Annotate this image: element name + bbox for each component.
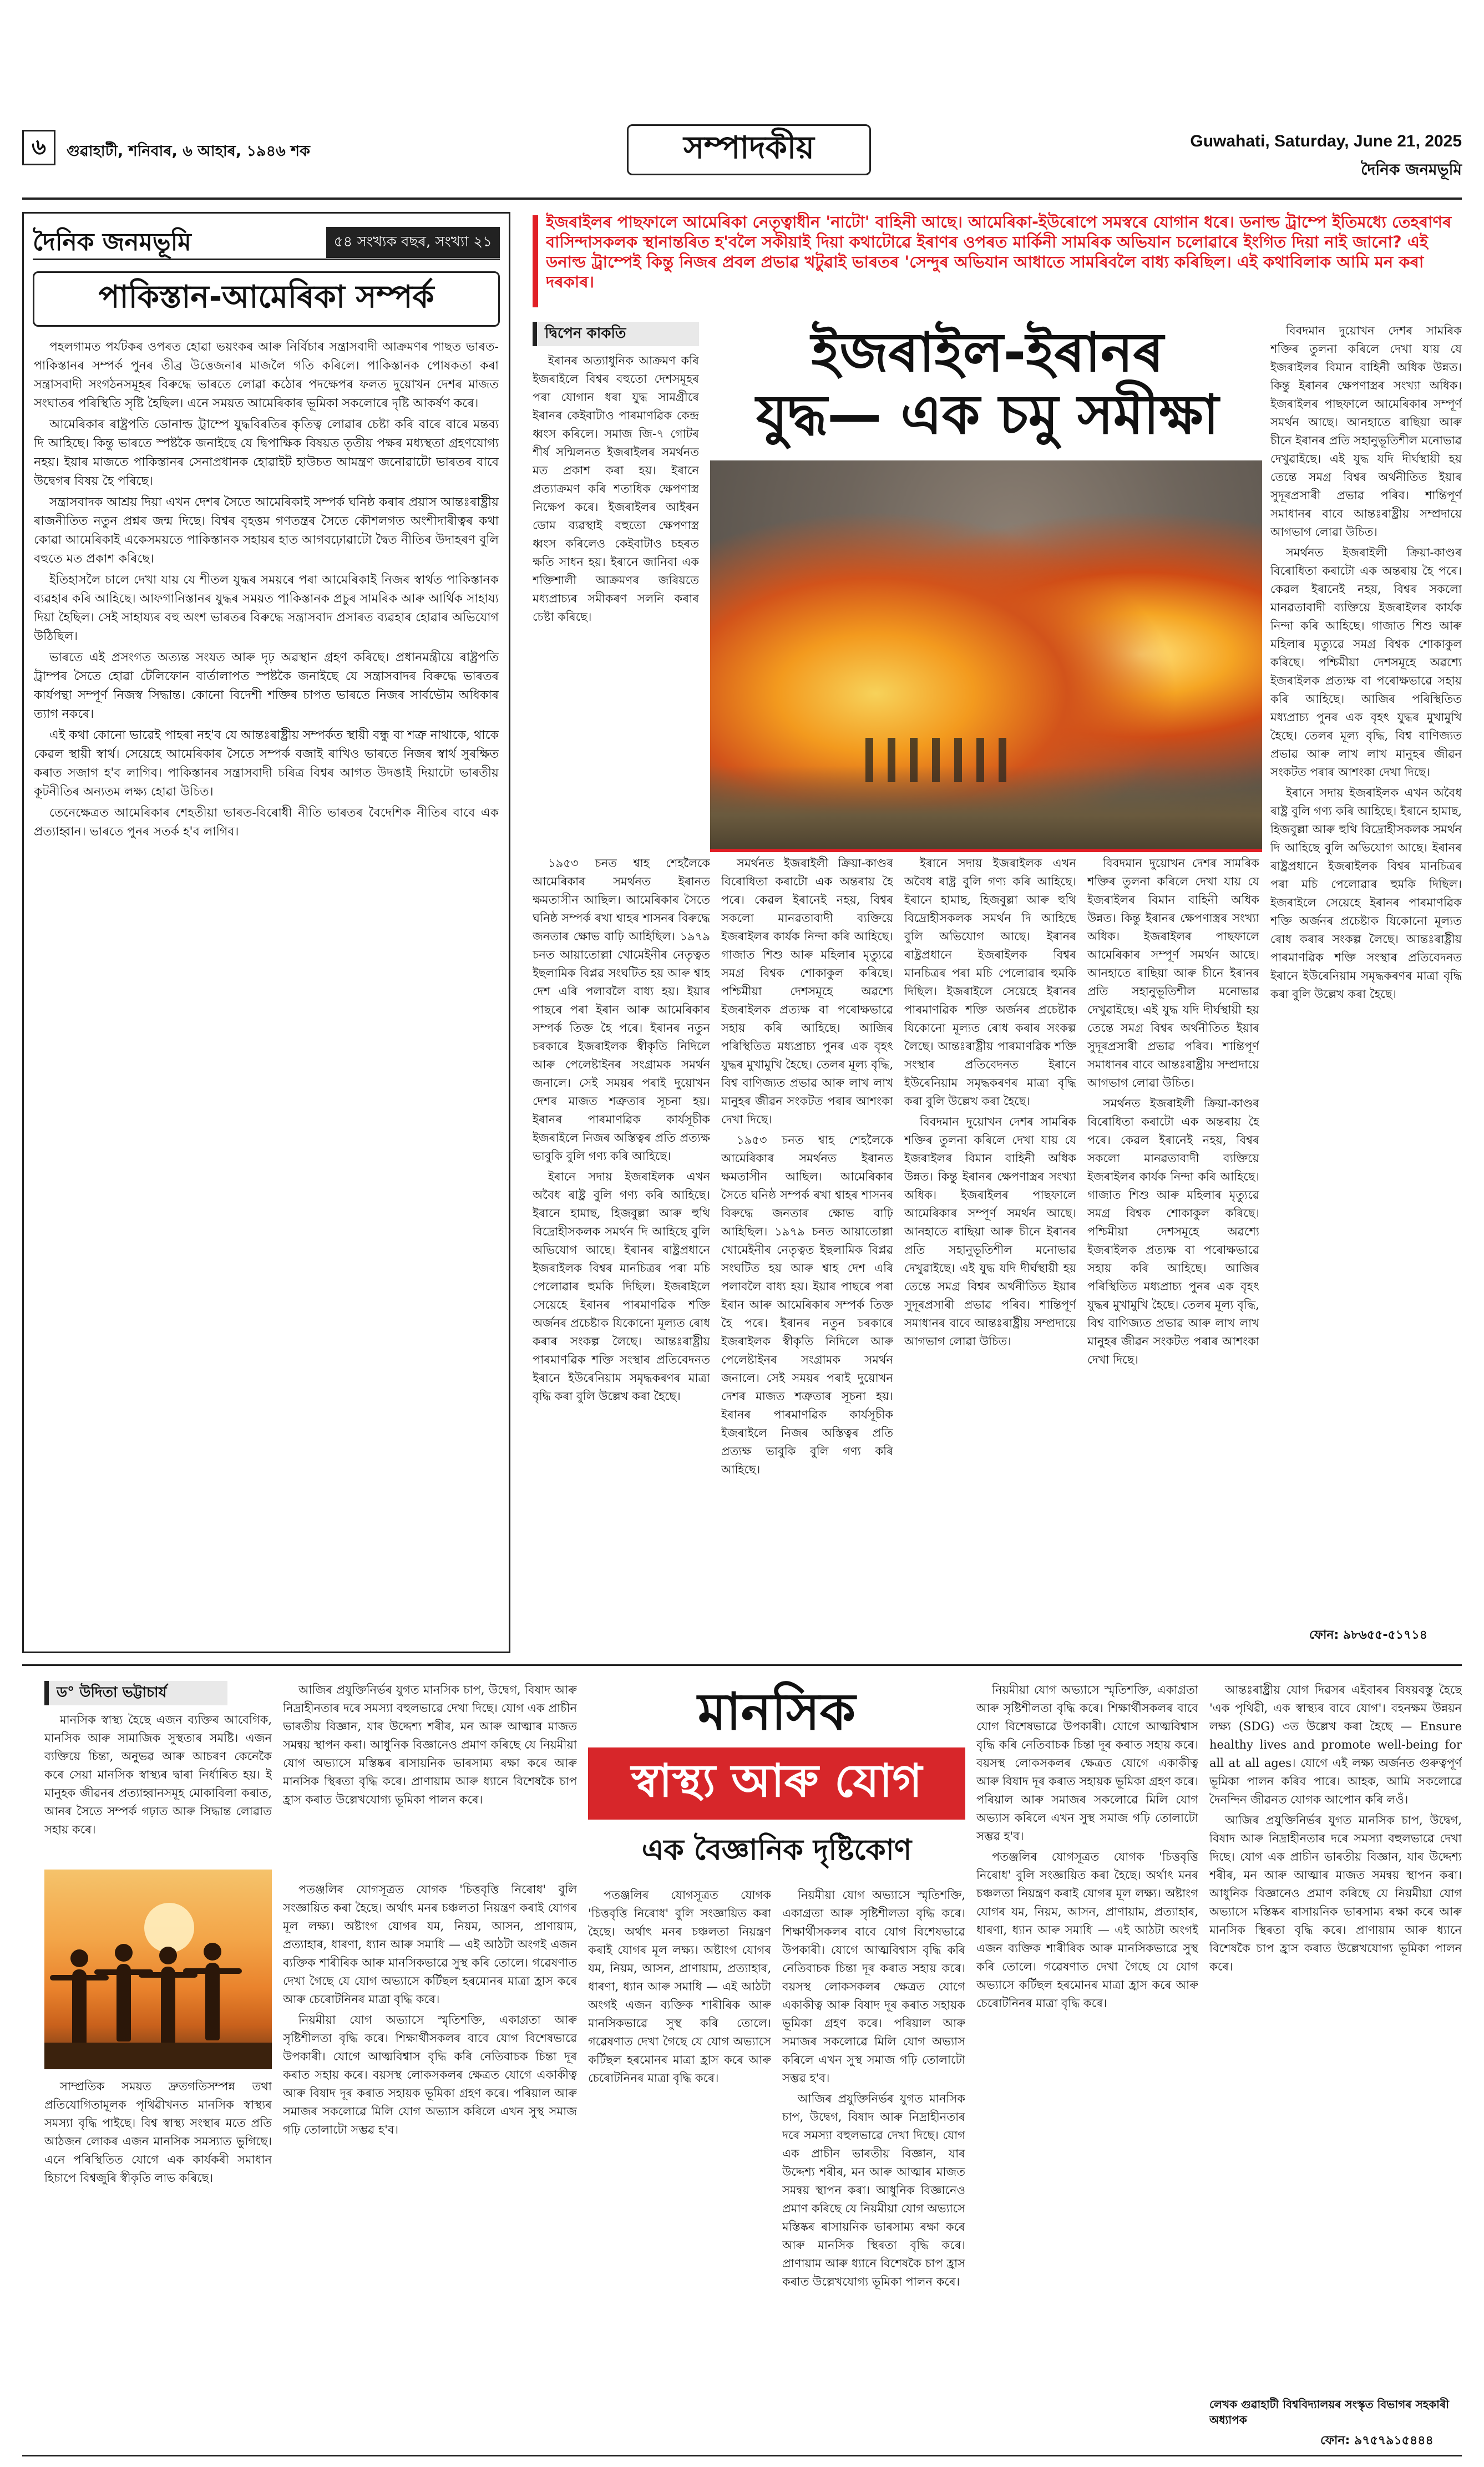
feature-col1-text-b: ইৰানে সদায় ইজৰাইলক এখন অবৈধ ৰাষ্ট্ৰ বুলি গণ্য কৰি আহিছে। ইৰানে হামাছ, হিজবুল্লা আৰু হুথি বিদ্ৰোহীসকলক সমৰ্থন দি আহিছে বুলি অভিযোগ আছে। ইৰানৰ ৰাষ্ট্ৰপ্ৰধানে ইজৰাইলক বিশ্বৰ মানচিত্ৰৰ পৰা মচি পেলোৱাৰ হুমকি দিছিল। ইজৰাইলে সেয়েহে ইৰানৰ পাৰমাণৱিক শক্তি অৰ্জনৰ প্ৰচেষ্টাক যিকোনো মূল্যত ৰোধ কৰাৰ সংকল্প লৈছে। আন্তঃৰাষ্ট্ৰীয় পাৰমাণৱিক শক্তি সংস্থাৰ প্ৰতিবেদনত ইৰানে ইউৰেনিয়াম সমৃদ্ধকৰণৰ মাত্ৰা বৃদ্ধি কৰা বুলি উল্লেখ কৰা হৈছে। — [533, 1170, 710, 1403]
feature-author-bar — [533, 322, 699, 346]
bottom-column-2 — [588, 1886, 771, 2446]
editorial-paragraph: ইতিহাসলৈ চালে দেখা যায় যে শীতল যুদ্ধৰ সময়ৰে পৰা আমেৰিকাই নিজৰ স্বাৰ্থত পাকিস্তানক ব্যৱহাৰ কৰি আহিছে। আফগানিস্তানৰ যুদ্ধৰ সময়ত পাকিস্তানক প্ৰচুৰ সামৰিক আৰু আৰ্থিক সাহায্য দিয়া হৈছিল। সেই সাহায্যৰ বহু অংশ ভাৰতৰ বিৰুদ্ধে সন্ত্ৰাসবাদ প্ৰসাৰত ব্যৱহাৰ হোৱাৰ অভিযোগ উঠিছিল। — [34, 573, 499, 644]
page-number-box — [22, 130, 55, 165]
header-date-assamese: গুৱাহাটী, শনিবাৰ, ৬ আহাৰ, ১৯৪৬ শক — [67, 143, 310, 160]
photo-soldier-silhouettes — [865, 738, 1010, 782]
feature-column-4 — [1270, 322, 1462, 1620]
yoga-figure — [205, 1963, 220, 2040]
feature-column-3b — [1087, 854, 1259, 1620]
editorial-paragraph: ভাৰতে এই প্ৰসংগত অত্যন্ত সংযত আৰু দৃঢ় অৱস্থান গ্ৰহণ কৰিছে। প্ৰধানমন্ত্ৰীয়ে ৰাষ্ট্ৰপতি ট্ৰাম্পৰ সৈতে হোৱা টেলিফোন বাৰ্তালাপত স্পষ্টকৈ জনাইছে যে সন্ত্ৰাসবাদৰ বিৰুদ্ধে ভাৰতৰ কাৰ্যপন্থা সম্পূৰ্ণ নিজস্ব সিদ্ধান্ত। কোনো বিদেশী শক্তিৰ চাপত ভাৰতে নিজৰ সাৰ্বভৌম অধিকাৰ ত্যাগ নকৰে। — [34, 651, 499, 721]
masthead-volume: ৫৪ সংখ্যক বছৰ, সংখ্যা ২১ — [326, 227, 500, 258]
bottom-column-3 — [782, 1886, 965, 2446]
feature-col3b-text-b: সমৰ্থনত ইজৰাইলী ক্ৰিয়া-কাণ্ডৰ বিৰোধিতা কৰাটো এক অন্তৰায় হৈ পৰে। কেৱল ইৰানেই নহয়, বিশ্বৰ সকলো মানৱতাবাদী ব্যক্তিয়ে ইজৰাইলৰ কাৰ্যক নিন্দা কৰি আহিছে। গাজাত শিশু আৰু মহিলাৰ মৃত্যুৱে সমগ্ৰ বিশ্বক শোকাকুল কৰিছে। পশ্চিমীয়া দেশসমূহে অৱশ্যে ইজৰাইলক প্ৰত্যক্ষ বা পৰোক্ষভাৱে সহায় কৰি আহিছে। আজিৰ পৰিস্থিতিত মধ্যপ্ৰাচ্য পুনৰ এক বৃহৎ যুদ্ধৰ মুখামুখি হৈছে। তেলৰ মূল্য বৃদ্ধি, বিশ্ব বাণিজ্যত প্ৰভাৱ আৰু লাখ লাখ মানুহৰ জীৱন সংকটত পৰাৰ আশংকা দেখা দিছে। — [1087, 1097, 1259, 1366]
header-rule — [22, 197, 1462, 200]
feature-title-line2: যুদ্ধ— এক চমু সমীক্ষা — [756, 383, 1219, 447]
bottom-column-1 — [283, 1681, 577, 1872]
editorial-title-box — [33, 271, 500, 327]
bottom-col4-text: আন্তঃৰাষ্ট্ৰীয় যোগ দিৱসৰ এইবাৰৰ বিষয়বস্তু হৈছে 'এক পৃথিৱী, এক স্বাস্থ্যৰ বাবে যোগ'। বহনক্ষম উন্নয়ন লক্ষ্য (SDG) ৩ত উল্লেখ কৰা হৈছে — Ensure healthy lives and promote well-being for all at all ages। যোগে এই লক্ষ্য অৰ্জনত গুৰুত্বপূৰ্ণ ভূমিকা পালন কৰিব পাৰে। আহক, আমি সকলোৱে দৈনন্দিন জীৱনত যোগক আপোন কৰি লওঁ। — [1209, 1683, 1462, 1806]
bottom-col1b-text: পতঞ্জলিৰ যোগসূত্ৰত যোগক 'চিত্তবৃত্তি নিৰোধ' বুলি সংজ্ঞায়িত কৰা হৈছে। অৰ্থাৎ মনৰ চঞ্চলতা নিয়ন্ত্ৰণ কৰাই যোগৰ মূল লক্ষ্য। অষ্টাংগ যোগৰ যম, নিয়ম, আসন, প্ৰাণায়াম, প্ৰত্যাহাৰ, ধাৰণা, ধ্যান আৰু সমাধি — এই আঠটা অংগই এজন ব্যক্তিক শাৰীৰিক আৰু মানসিকভাৱে সুস্থ কৰি তোলে। গৱেষণাত দেখা গৈছে যে যোগ অভ্যাসে কৰ্টিছল হৰমোনৰ মাত্ৰা হ্ৰাস কৰে আৰু চেৰোটনিনৰ মাত্ৰা বৃদ্ধি কৰে। — [283, 1883, 577, 2006]
editorial-paragraph: আমেৰিকাৰ ৰাষ্ট্ৰপতি ডোনাল্ড ট্ৰাম্পে যুদ্ধবিৰতিৰ কৃতিত্ব লোৱাৰ চেষ্টা কৰি বাৰে বাৰে মন্তব্য দি আহিছে। কিন্তু ভাৰতে স্পষ্টকৈ জনাইছে যে দ্বিপাক্ষিক বিষয়ত তৃতীয় পক্ষৰ মধ্যস্থতা গ্ৰহণযোগ্য নহয়। ইয়াৰ মাজতে পাকিস্তানৰ সেনাপ্ৰধানক হোৱাইট হাউচত আমন্ত্ৰণ জনোৱাটো ভাৰতৰ বাবে উদ্বেগৰ বিষয় হৈ পৰিছে। — [34, 418, 499, 488]
editorial-paragraph: পহলগামত পৰ্যটকৰ ওপৰত হোৱা ভয়ংকৰ আৰু নিৰ্বিচাৰ সন্ত্ৰাসবাদী আক্ৰমণৰ পাছত ভাৰত-পাকিস্তানৰ সম্পৰ্ক পুনৰ তীব্ৰ উত্তেজনাৰ মাজলৈ গতি কৰিলে। পাকিস্তানক পোষকতা কৰা সন্ত্ৰাসবাদী সংগঠনসমূহৰ বিৰুদ্ধে ভাৰতে লোৱা কঠোৰ পদক্ষেপৰ ফলত দুয়োখন দেশৰ মাজত সংঘাতৰ পৰিস্থিতি সৃষ্টি হৈছিল। এনে সময়ত আমেৰিকাৰ ভূমিকা সকলোৰে দৃষ্টি আকৰ্ষণ কৰে। — [34, 340, 499, 411]
editorial-frame — [22, 212, 510, 1653]
feature-col2-text: সমৰ্থনত ইজৰাইলী ক্ৰিয়া-কাণ্ডৰ বিৰোধিতা কৰাটো এক অন্তৰায় হৈ পৰে। কেৱল ইৰানেই নহয়, বিশ্বৰ সকলো মানৱতাবাদী ব্যক্তিয়ে ইজৰাইলৰ কাৰ্যক নিন্দা কৰি আহিছে। গাজাত শিশু আৰু মহিলাৰ মৃত্যুৱে সমগ্ৰ বিশ্বক শোকাকুল কৰিছে। পশ্চিমীয়া দেশসমূহে অৱশ্যে ইজৰাইলক প্ৰত্যক্ষ বা পৰোক্ষভাৱে সহায় কৰি আহিছে। আজিৰ পৰিস্থিতিত মধ্যপ্ৰাচ্য পুনৰ এক বৃহৎ যুদ্ধৰ মুখামুখি হৈছে। তেলৰ মূল্য বৃদ্ধি, বিশ্ব বাণিজ্যত প্ৰভাৱ আৰু লাখ লাখ মানুহৰ জীৱন সংকটত পৰাৰ আশংকা দেখা দিছে। — [721, 857, 893, 1126]
bottom-column-3c — [976, 1681, 1198, 2446]
bottom-title-line1: মানসিক — [697, 1682, 856, 1741]
feature-col4-text-repeat2: ইৰানে সদায় ইজৰাইলক এখন অবৈধ ৰাষ্ট্ৰ বুলি গণ্য কৰি আহিছে। ইৰানে হামাছ, হিজবুল্লা আৰু হুথি বিদ্ৰোহীসকলক সমৰ্থন দি আহিছে বুলি অভিযোগ আছে। ইৰানৰ ৰাষ্ট্ৰপ্ৰধানে ইজৰাইলক বিশ্বৰ মানচিত্ৰৰ পৰা মচি পেলোৱাৰ হুমকি দিছিল। ইজৰাইলে সেয়েহে ইৰানৰ পাৰমাণৱিক শক্তি অৰ্জনৰ প্ৰচেষ্টাক যিকোনো মূল্যত ৰোধ কৰাৰ সংকল্প লৈছে। আন্তঃৰাষ্ট্ৰীয় পাৰমাণৱিক শক্তি সংস্থাৰ প্ৰতিবেদনত ইৰানে ইউৰেনিয়াম সমৃদ্ধকৰণৰ মাত্ৰা বৃদ্ধি কৰা বুলি উল্লেখ কৰা হৈছে। — [1270, 786, 1462, 1001]
feature-author: দ্বিপেন কাকতি — [545, 325, 626, 342]
war-photo — [710, 460, 1262, 849]
bottom-col4-text-b: আজিৰ প্ৰযুক্তিনিৰ্ভৰ যুগত মানসিক চাপ, উদ্বেগ, বিষাদ আৰু নিদ্ৰাহীনতাৰ দৰে সমস্যা বহুলভাৱে দেখা দিছে। যোগ এক প্ৰাচীন ভাৰতীয় বিজ্ঞান, যাৰ উদ্দেশ্য শৰীৰ, মন আৰু আত্মাৰ মাজত সমন্বয় স্থাপন কৰা। আধুনিক বিজ্ঞানেও প্ৰমাণ কৰিছে যে নিয়মীয়া যোগ অভ্যাসে মস্তিষ্কৰ ৰাসায়নিক ভাৰসাম্য ৰক্ষা কৰে আৰু মানসিক স্থিৰতা বৃদ্ধি কৰে। প্ৰাণায়াম আৰু ধ্যানে বিশেষকৈ চাপ হ্ৰাস কৰাত উল্লেখযোগ্য ভূমিকা পালন কৰে। — [1209, 1813, 1462, 1973]
header-paper-name: দৈনিক জনমভূমি — [1361, 160, 1462, 179]
page-number: ৬ — [31, 134, 46, 160]
feature-col4-text-repeat: সমৰ্থনত ইজৰাইলী ক্ৰিয়া-কাণ্ডৰ বিৰোধিতা কৰাটো এক অন্তৰায় হৈ পৰে। কেৱল ইৰানেই নহয়, বিশ্বৰ সকলো মানৱতাবাদী ব্যক্তিয়ে ইজৰাইলৰ কাৰ্যক নিন্দা কৰি আহিছে। গাজাত শিশু আৰু মহিলাৰ মৃত্যুৱে সমগ্ৰ বিশ্বক শোকাকুল কৰিছে। পশ্চিমীয়া দেশসমূহে অৱশ্যে ইজৰাইলক প্ৰত্যক্ষ বা পৰোক্ষভাৱে সহায় কৰি আহিছে। আজিৰ পৰিস্থিতিত মধ্যপ্ৰাচ্য পুনৰ এক বৃহৎ যুদ্ধৰ মুখামুখি হৈছে। তেলৰ মূল্য বৃদ্ধি, বিশ্ব বাণিজ্যত প্ৰভাৱ আৰু লাখ লাখ মানুহৰ জীৱন সংকটত পৰাৰ আশংকা দেখা দিছে। — [1270, 546, 1462, 779]
bottom-phone: ফোন: ৯৭৫৭৯১৫৪৪৪ — [1320, 2434, 1434, 2448]
feature-column-2 — [721, 854, 893, 1620]
feature-lead-text: ইৰানৰ অত্যাধুনিক আক্ৰমণ কৰি ইজৰাইলে বিশ্বৰ বহুতো দেশসমূহৰ পৰা যোগান ধৰা যুদ্ধ সামগ্ৰীৰে ইৰানৰ কেইবাটাও পাৰমাণৱিক কেন্দ্ৰ ধ্বংস কৰিলে। সমাজ জি-৭ গোটৰ শীৰ্ষ সন্মিলনত ইজৰাইলৰ সমৰ্থনত মত প্ৰকাশ কৰা হয়। ইৰানে প্ৰত্যাক্ৰমণ কৰি শতাধিক ক্ষেপণাস্ত্ৰ নিক্ষেপ কৰে। ইজৰাইলৰ আইৰন ডোম ব্যৱস্থাই বহুতো ক্ষেপণাস্ত্ৰ ধ্বংস কৰিলেও কেইবাটাও চহৰত ক্ষতি সাধন হয়। ইৰানে জানিবা এক শক্তিশালী আক্ৰমণৰ জৰিয়তে মধ্যপ্ৰাচ্যৰ সমীকৰণ সলনি কৰাৰ চেষ্টা কৰিছে। — [533, 354, 699, 624]
bottom-col3c-text-b: পতঞ্জলিৰ যোগসূত্ৰত যোগক 'চিত্তবৃত্তি নিৰোধ' বুলি সংজ্ঞায়িত কৰা হৈছে। অৰ্থাৎ মনৰ চঞ্চলতা নিয়ন্ত্ৰণ কৰাই যোগৰ মূল লক্ষ্য। অষ্টাংগ যোগৰ যম, নিয়ম, আসন, প্ৰাণায়াম, প্ৰত্যাহাৰ, ধাৰণা, ধ্যান আৰু সমাধি — এই আঠটা অংগই এজন ব্যক্তিক শাৰীৰিক আৰু মানসিকভাৱে সুস্থ কৰি তোলে। গৱেষণাত দেখা গৈছে যে যোগ অভ্যাসে কৰ্টিছল হৰমোনৰ মাত্ৰা হ্ৰাস কৰে আৰু চেৰোটনিনৰ মাত্ৰা বৃদ্ধি কৰে। — [976, 1850, 1198, 2010]
feature-column-3 — [904, 854, 1076, 1620]
bottom-col0b-text: সাম্প্ৰতিক সময়ত দ্ৰুতগতিসম্পন্ন তথা প্ৰতিযোগিতামূলক পৃথিৱীখনত মানসিক স্বাস্থ্যৰ সমস্যা বৃদ্ধি পাইছে। বিশ্ব স্বাস্থ্য সংস্থাৰ মতে প্ৰতি আঠজন লোকৰ এজন মানসিক সমস্যাত ভুগিছে। এনে পৰিস্থিতিত যোগে এক কাৰ্যকৰী সমাধান হিচাপে বিশ্বজুৰি স্বীকৃতি লাভ কৰিছে। — [44, 2080, 272, 2185]
bottom-title-red-box — [588, 1747, 965, 1820]
feature-lead-column — [533, 352, 699, 840]
feature-col2-text-b: ১৯৫৩ চনত শ্বাহ শেহলৈকে আমেৰিকাৰ সমৰ্থনত ইৰানত ক্ষমতাসীন আছিল। আমেৰিকাৰ সৈতে ঘনিষ্ঠ সম্পৰ্ক ৰখা শ্বাহৰ শাসনৰ বিৰুদ্ধে জনতাৰ ক্ষোভ বাঢ়ি আহিছিল। ১৯৭৯ চনত আয়াতোল্লা খোমেইনীৰ নেতৃত্বত ইছলামিক বিপ্লৱ সংঘটিত হয় আৰু শ্বাহ দেশ এৰি পলাবলৈ বাধ্য হয়। ইয়াৰ পাছৰে পৰা ইৰান আৰু আমেৰিকাৰ সম্পৰ্ক তিক্ত হৈ পৰে। ইৰানৰ নতুন চৰকাৰে ইজৰাইলক স্বীকৃতি নিদিলে আৰু পেলেষ্টাইনৰ সংগ্ৰামক সমৰ্থন জনালে। সেই সময়ৰ পৰাই দুয়োখন দেশৰ মাজত শত্ৰুতাৰ সূচনা হয়। ইৰানৰ পাৰমাণৱিক কাৰ্যসূচীক ইজৰাইলে নিজৰ অস্তিত্বৰ প্ৰতি প্ৰত্যক্ষ ভাবুকি বুলি গণ্য কৰি আহিছে। — [721, 1133, 893, 1476]
footer-rule — [22, 2455, 1462, 2456]
page-header — [22, 120, 1462, 192]
yoga-figure — [117, 1964, 131, 2042]
bottom-author-note: লেখক গুৱাহাটী বিশ্ববিদ্যালয়ৰ সংস্কৃত বিভাগৰ সহকাৰী অধ্যাপক — [1209, 2398, 1449, 2427]
bottom-author: ড° উদিতা ভট্টাচাৰ্য — [57, 1684, 167, 1701]
bottom-author-bar — [44, 1681, 227, 1705]
feature-phone: ফোন: ৯৮৬৫৫-৫১৭১৪ — [1309, 1628, 1427, 1642]
banner-text: ইজৰাইলৰ পাছফালে আমেৰিকা নেতৃত্বাধীন 'নাটো' বাহিনী আছে। আমেৰিকা-ইউৰোপে সমস্বৰে যোগান ধৰে। ডনাল্ড ট্ৰাম্পে ইতিমধ্যে তেহৰাণৰ বাসিন্দাসকলক স্থানান্তৰিত হ'বলৈ সকীয়াই দিয়া কথাটোৱে ইৰাণৰ ওপৰত মাৰ্কিনী সামৰিক অভিযান চলোৱাৰে ইংগিত দিয়া নাই জানো? এই ডনাল্ড ট্ৰাম্পেই কিন্তু নিজৰ প্ৰবল প্ৰভাৱ খটুৱাই ভাৰতৰ 'সেন্দুৰ অভিযান আধাতে সামৰিবলৈ বাধ্য কৰিছিল। এই কথাবিলাক আমি মন কৰা দৰকাৰ। — [546, 212, 1452, 291]
banner-red-bar — [533, 215, 538, 307]
feature-col3-text-b: বিবদমান দুয়োখন দেশৰ সামৰিক শক্তিৰ তুলনা কৰিলে দেখা যায় যে ইজৰাইলৰ বিমান বাহিনী অধিক উন্নত। কিন্তু ইৰানৰ ক্ষেপণাস্ত্ৰৰ সংখ্যা অধিক। ইজৰাইলৰ পাছফালে আমেৰিকাৰ সম্পূৰ্ণ সমৰ্থন আছে। আনহাতে ৰাছিয়া আৰু চীনে ইৰানৰ প্ৰতি সহানুভূতিশীল মনোভাৱ দেখুৱাইছে। এই যুদ্ধ যদি দীৰ্ঘস্থায়ী হয় তেন্তে সমগ্ৰ বিশ্বৰ অৰ্থনীতিত ইয়াৰ সুদূৰপ্ৰসাৰী প্ৰভাৱ পৰিব। শান্তিপূৰ্ণ সমাধানৰ বাবে আন্তঃৰাষ্ট্ৰীয় সম্প্ৰদায়ে আগভাগ লোৱা উচিত। — [904, 1115, 1076, 1348]
yoga-figure — [72, 1969, 87, 2047]
editorial-paragraph: এই কথা কোনো ভাৱেই পাহৰা নহ'ব যে আন্তঃৰাষ্ট্ৰীয় সম্পৰ্কত স্থায়ী বন্ধু বা শত্ৰু নাথাকে, থাকে কেৱল স্থায়ী স্বাৰ্থ। সেয়েহে আমেৰিকাৰ সৈতে সম্পৰ্ক বজাই ৰাখিও ভাৰতে নিজৰ স্বাৰ্থ সুৰক্ষিত কৰাত সজাগ হ'ব লাগিব। পাকিস্তানৰ সন্ত্ৰাসবাদী চৰিত্ৰ বিশ্বৰ আগত উদঙাই দিয়াটো ভাৰতীয় কূটনীতিৰ অন্যতম লক্ষ্য হোৱা উচিত। — [34, 728, 499, 799]
feature-col3b-text: বিবদমান দুয়োখন দেশৰ সামৰিক শক্তিৰ তুলনা কৰিলে দেখা যায় যে ইজৰাইলৰ বিমান বাহিনী অধিক উন্নত। কিন্তু ইৰানৰ ক্ষেপণাস্ত্ৰৰ সংখ্যা অধিক। ইজৰাইলৰ পাছফালে আমেৰিকাৰ সম্পূৰ্ণ সমৰ্থন আছে। আনহাতে ৰাছিয়া আৰু চীনে ইৰানৰ প্ৰতি সহানুভূতিশীল মনোভাৱ দেখুৱাইছে। এই যুদ্ধ যদি দীৰ্ঘস্থায়ী হয় তেন্তে সমগ্ৰ বিশ্বৰ অৰ্থনীতিত ইয়াৰ সুদূৰপ্ৰসাৰী প্ৰভাৱ পৰিব। শান্তিপূৰ্ণ সমাধানৰ বাবে আন্তঃৰাষ্ট্ৰীয় সম্প্ৰদায়ে আগভাগ লোৱা উচিত। — [1087, 857, 1259, 1090]
feature-col1-text: ১৯৫৩ চনত শ্বাহ শেহলৈকে আমেৰিকাৰ সমৰ্থনত ইৰানত ক্ষমতাসীন আছিল। আমেৰিকাৰ সৈতে ঘনিষ্ঠ সম্পৰ্ক ৰখা শ্বাহৰ শাসনৰ বিৰুদ্ধে জনতাৰ ক্ষোভ বাঢ়ি আহিছিল। ১৯৭৯ চনত আয়াতোল্লা খোমেইনীৰ নেতৃত্বত ইছলামিক বিপ্লৱ সংঘটিত হয় আৰু শ্বাহ দেশ এৰি পলাবলৈ বাধ্য হয়। ইয়াৰ পাছৰে পৰা ইৰান আৰু আমেৰিকাৰ সম্পৰ্ক তিক্ত হৈ পৰে। ইৰানৰ নতুন চৰকাৰে ইজৰাইলক স্বীকৃতি নিদিলে আৰু পেলেষ্টাইনৰ সংগ্ৰামক সমৰ্থন জনালে। সেই সময়ৰ পৰাই দুয়োখন দেশৰ মাজত শত্ৰুতাৰ সূচনা হয়। ইৰানৰ পাৰমাণৱিক কাৰ্যসূচীক ইজৰাইলে নিজৰ অস্তিত্বৰ প্ৰতি প্ৰত্যক্ষ ভাবুকি বুলি গণ্য কৰি আহিছে। — [533, 857, 710, 1163]
bottom-column-0b — [44, 2078, 272, 2444]
banner-quote — [533, 212, 1462, 313]
bottom-column-0 — [44, 1711, 272, 1866]
bottom-column-1b — [283, 1881, 577, 2446]
feature-column-1 — [533, 854, 710, 1620]
feature-title-line1: ইজৰাইল-ইৰানৰ — [811, 321, 1164, 384]
sun-shape — [144, 1903, 194, 1953]
bottom-col3-text-b: আজিৰ প্ৰযুক্তিনিৰ্ভৰ যুগত মানসিক চাপ, উদ্বেগ, বিষাদ আৰু নিদ্ৰাহীনতাৰ দৰে সমস্যা বহুলভাৱে দেখা দিছে। যোগ এক প্ৰাচীন ভাৰতীয় বিজ্ঞান, যাৰ উদ্দেশ্য শৰীৰ, মন আৰু আত্মাৰ মাজত সমন্বয় স্থাপন কৰা। আধুনিক বিজ্ঞানেও প্ৰমাণ কৰিছে যে নিয়মীয়া যোগ অভ্যাসে মস্তিষ্কৰ ৰাসায়নিক ভাৰসাম্য ৰক্ষা কৰে আৰু মানসিক স্থিৰতা বৃদ্ধি কৰে। প্ৰাণায়াম আৰু ধ্যানে বিশেষকৈ চাপ হ্ৰাস কৰাত উল্লেখযোগ্য ভূমিকা পালন কৰে। — [782, 2092, 965, 2288]
yoga-figure — [161, 1967, 175, 2044]
mid-rule — [22, 1664, 1462, 1666]
section-title-box — [627, 124, 871, 175]
bottom-title-line2: স্বাস্থ্য আৰু যোগ — [631, 1754, 923, 1807]
bottom-subtitle: এক বৈজ্ঞানিক দৃষ্টিকোণ — [641, 1833, 912, 1867]
feature-title — [710, 322, 1265, 455]
feature-col3-text: ইৰানে সদায় ইজৰাইলক এখন অবৈধ ৰাষ্ট্ৰ বুলি গণ্য কৰি আহিছে। ইৰানে হামাছ, হিজবুল্লা আৰু হুথি বিদ্ৰোহীসকলক সমৰ্থন দি আহিছে বুলি অভিযোগ আছে। ইৰানৰ ৰাষ্ট্ৰপ্ৰধানে ইজৰাইলক বিশ্বৰ মানচিত্ৰৰ পৰা মচি পেলোৱাৰ হুমকি দিছিল। ইজৰাইলে সেয়েহে ইৰানৰ পাৰমাণৱিক শক্তি অৰ্জনৰ প্ৰচেষ্টাক যিকোনো মূল্যত ৰোধ কৰাৰ সংকল্প লৈছে। আন্তঃৰাষ্ট্ৰীয় পাৰমাণৱিক শক্তি সংস্থাৰ প্ৰতিবেদনত ইৰানে ইউৰেনিয়াম সমৃদ্ধকৰণৰ মাত্ৰা বৃদ্ধি কৰা বুলি উল্লেখ কৰা হৈছে। — [904, 857, 1076, 1108]
feature-col4-text: বিবদমান দুয়োখন দেশৰ সামৰিক শক্তিৰ তুলনা কৰিলে দেখা যায় যে ইজৰাইলৰ বিমান বাহিনী অধিক উন্নত। কিন্তু ইৰানৰ ক্ষেপণাস্ত্ৰৰ সংখ্যা অধিক। ইজৰাইলৰ পাছফালে আমেৰিকাৰ সম্পূৰ্ণ সমৰ্থন আছে। আনহাতে ৰাছিয়া আৰু চীনে ইৰানৰ প্ৰতি সহানুভূতিশীল মনোভাৱ দেখুৱাইছে। এই যুদ্ধ যদি দীৰ্ঘস্থায়ী হয় তেন্তে সমগ্ৰ বিশ্বৰ অৰ্থনীতিত ইয়াৰ সুদূৰপ্ৰসাৰী প্ৰভাৱ পৰিব। শান্তিপূৰ্ণ সমাধানৰ বাবে আন্তঃৰাষ্ট্ৰীয় সম্প্ৰদায়ে আগভাগ লোৱা উচিত। — [1270, 324, 1462, 539]
bottom-col3c-text: নিয়মীয়া যোগ অভ্যাসে স্মৃতিশক্তি, একাগ্ৰতা আৰু সৃষ্টিশীলতা বৃদ্ধি কৰে। শিক্ষাৰ্থীসকলৰ বাবে যোগ বিশেষভাৱে উপকাৰী। যোগে আত্মবিশ্বাস বৃদ্ধি কৰি নেতিবাচক চিন্তা দূৰ কৰাত সহায় কৰে। বয়সস্থ লোকসকলৰ ক্ষেত্ৰত যোগে একাকীত্ব আৰু বিষাদ দূৰ কৰাত সহায়ক ভূমিকা গ্ৰহণ কৰে। পৰিয়াল আৰু সমাজৰ সকলোৱে মিলি যোগ অভ্যাস কৰিলে এখন সুস্থ সমাজ গঢ়ি তোলাটো সম্ভৱ হ'ব। — [976, 1683, 1198, 1843]
bottom-column-4 — [1209, 1681, 1462, 2391]
editorial-paragraph: তেনেক্ষেত্ৰত আমেৰিকাৰ শেহতীয়া ভাৰত-বিৰোধী নীতি ভাৰতৰ বৈদেশিক নীতিৰ বাবে এক প্ৰত্যাহ্বান। ভাৰতে পুনৰ সতৰ্ক হ'ব লাগিব। — [34, 806, 499, 839]
bottom-col1b-text-b: নিয়মীয়া যোগ অভ্যাসে স্মৃতিশক্তি, একাগ্ৰতা আৰু সৃষ্টিশীলতা বৃদ্ধি কৰে। শিক্ষাৰ্থীসকলৰ বাবে যোগ বিশেষভাৱে উপকাৰী। যোগে আত্মবিশ্বাস বৃদ্ধি কৰি নেতিবাচক চিন্তা দূৰ কৰাত সহায় কৰে। বয়সস্থ লোকসকলৰ ক্ষেত্ৰত যোগে একাকীত্ব আৰু বিষাদ দূৰ কৰাত সহায়ক ভূমিকা গ্ৰহণ কৰে। পৰিয়াল আৰু সমাজৰ সকলোৱে মিলি যোগ অভ্যাস কৰিলে এখন সুস্থ সমাজ গঢ়ি তোলাটো সম্ভৱ হ'ব। — [283, 2013, 577, 2136]
yoga-photo — [44, 1870, 272, 2069]
photo-caption-band — [710, 849, 1262, 852]
editorial-paragraph: সন্ত্ৰাসবাদক আশ্ৰয় দিয়া এখন দেশৰ সৈতে আমেৰিকাই সম্পৰ্ক ঘনিষ্ঠ কৰাৰ প্ৰয়াস আন্তঃৰাষ্ট্ৰীয় ৰাজনীতিত নতুন প্ৰশ্নৰ জন্ম দিছে। বিশ্বৰ বৃহত্তম গণতন্ত্ৰৰ সৈতে কৌশলগত অংশীদাৰীত্বৰ কথা কোৱা আমেৰিকাই একেসময়তে পাকিস্তানক সহায়ৰ হাত আগবঢ়োৱাটো দ্বৈত নীতিৰ উদাহৰণ বুলি বহুতে মত প্ৰকাশ কৰিছে। — [34, 495, 499, 566]
editorial-body — [34, 338, 499, 1642]
bottom-col2-text: পতঞ্জলিৰ যোগসূত্ৰত যোগক 'চিত্তবৃত্তি নিৰোধ' বুলি সংজ্ঞায়িত কৰা হৈছে। অৰ্থাৎ মনৰ চঞ্চলতা নিয়ন্ত্ৰণ কৰাই যোগৰ মূল লক্ষ্য। অষ্টাংগ যোগৰ যম, নিয়ম, আসন, প্ৰাণায়াম, প্ৰত্যাহাৰ, ধাৰণা, ধ্যান আৰু সমাধি — এই আঠটা অংগই এজন ব্যক্তিক শাৰীৰিক আৰু মানসিকভাৱে সুস্থ কৰি তোলে। গৱেষণাত দেখা গৈছে যে যোগ অভ্যাসে কৰ্টিছল হৰমোনৰ মাত্ৰা হ্ৰাস কৰে আৰু চেৰোটনিনৰ মাত্ৰা বৃদ্ধি কৰে। — [588, 1888, 771, 2085]
bottom-col0-text: মানসিক স্বাস্থ্য হৈছে এজন ব্যক্তিৰ আবেগিক, মানসিক আৰু সামাজিক সুস্থতাৰ সমষ্টি। এজন ব্যক্তিয়ে চিন্তা, অনুভৱ আৰু আচৰণ কেনেকৈ কৰে সেয়া মানসিক স্বাস্থ্যৰ দ্বাৰা নিৰ্ধাৰিত হয়। ই মানুহক জীৱনৰ প্ৰত্যাহ্বানসমূহ মোকাবিলা কৰাত, আনৰ সৈতে সম্পৰ্ক গঢ়াত আৰু সিদ্ধান্ত লোৱাত সহায় কৰে। — [44, 1713, 272, 1836]
masthead — [33, 221, 500, 260]
bottom-col3-text: নিয়মীয়া যোগ অভ্যাসে স্মৃতিশক্তি, একাগ্ৰতা আৰু সৃষ্টিশীলতা বৃদ্ধি কৰে। শিক্ষাৰ্থীসকলৰ বাবে যোগ বিশেষভাৱে উপকাৰী। যোগে আত্মবিশ্বাস বৃদ্ধি কৰি নেতিবাচক চিন্তা দূৰ কৰাত সহায় কৰে। বয়সস্থ লোকসকলৰ ক্ষেত্ৰত যোগে একাকীত্ব আৰু বিষাদ দূৰ কৰাত সহায়ক ভূমিকা গ্ৰহণ কৰে। পৰিয়াল আৰু সমাজৰ সকলোৱে মিলি যোগ অভ্যাস কৰিলে এখন সুস্থ সমাজ গঢ়ি তোলাটো সম্ভৱ হ'ব। — [782, 1888, 965, 2085]
photo-ground — [44, 2043, 272, 2069]
bottom-col1-text: আজিৰ প্ৰযুক্তিনিৰ্ভৰ যুগত মানসিক চাপ, উদ্বেগ, বিষাদ আৰু নিদ্ৰাহীনতাৰ দৰে সমস্যা বহুলভাৱে দেখা দিছে। যোগ এক প্ৰাচীন ভাৰতীয় বিজ্ঞান, যাৰ উদ্দেশ্য শৰীৰ, মন আৰু আত্মাৰ মাজত সমন্বয় স্থাপন কৰা। আধুনিক বিজ্ঞানেও প্ৰমাণ কৰিছে যে নিয়মীয়া যোগ অভ্যাসে মস্তিষ্কৰ ৰাসায়নিক ভাৰসাম্য ৰক্ষা কৰে আৰু মানসিক স্থিৰতা বৃদ্ধি কৰে। প্ৰাণায়াম আৰু ধ্যানে বিশেষকৈ চাপ হ্ৰাস কৰাত উল্লেখযোগ্য ভূমিকা পালন কৰে। — [283, 1683, 577, 1806]
bottom-title-block — [588, 1681, 965, 1881]
editorial-title: পাকিস্তান-আমেৰিকা সম্পৰ্ক — [98, 279, 434, 315]
section-title: সম্পাদকীয় — [683, 130, 814, 166]
header-date-english: Guwahati, Saturday, June 21, 2025 — [1190, 132, 1462, 150]
masthead-name: দৈনিক জনমভূমি — [33, 228, 191, 256]
